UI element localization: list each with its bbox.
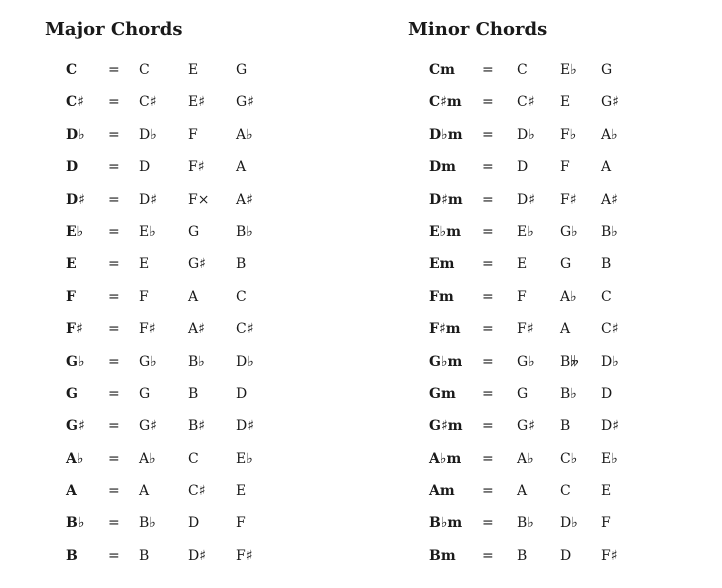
chord-note-root: D [517, 159, 529, 176]
chord-note-fifth: B♭ [601, 223, 618, 240]
chord-name: Em [429, 256, 455, 273]
chord-name: C [66, 62, 78, 78]
chord-note-root: A♭ [517, 450, 534, 467]
chord-note-fifth: G♯ [601, 94, 619, 111]
equals-sign: = [482, 159, 494, 176]
chord-note-root: B♭ [139, 515, 156, 532]
chord-note-fifth: D♭ [236, 353, 254, 370]
chord-row [0, 540, 340, 572]
equals-sign: = [108, 515, 120, 532]
equals-sign: = [482, 288, 494, 305]
chord-note-third: C [560, 483, 571, 500]
chord-note-fifth: A♯ [236, 191, 253, 208]
equals-sign: = [482, 515, 494, 532]
chord-note-fifth: A [236, 159, 247, 176]
chord-note-fifth: F [236, 515, 246, 532]
major-chords-heading: Major Chords [45, 19, 183, 40]
equals-sign: = [482, 418, 494, 435]
chord-name: D♭ [66, 126, 85, 143]
equals-sign: = [108, 288, 120, 305]
equals-sign: = [482, 256, 494, 273]
chord-row [0, 216, 340, 248]
chord-note-third: D♯ [188, 547, 206, 564]
chord-note-third: F [188, 126, 198, 143]
chord-row [0, 281, 340, 313]
chord-name: B [66, 547, 78, 564]
chord-row [364, 443, 704, 475]
chord-row [364, 346, 704, 378]
chord-note-root: F [517, 288, 527, 305]
chord-note-fifth: D♭ [601, 353, 619, 370]
chord-note-third: E [560, 94, 571, 111]
chord-note-third: G [188, 223, 200, 240]
chord-note-third: G♭ [560, 223, 578, 240]
chord-note-root: F♯ [517, 321, 534, 338]
chord-row [364, 151, 704, 183]
chord-row [0, 54, 340, 86]
chord-note-root: B♭ [517, 515, 534, 532]
chord-note-third: F♭ [560, 126, 577, 143]
equals-sign: = [108, 483, 120, 500]
chord-row [364, 475, 704, 507]
chord-note-third: A [188, 288, 199, 305]
chord-note-fifth: B♭ [236, 223, 253, 240]
chord-note-fifth: C [601, 288, 612, 305]
chord-note-root: E♭ [139, 223, 156, 240]
chord-note-fifth: A [601, 159, 612, 176]
chord-note-third: E [188, 62, 199, 78]
chord-note-third: F♯ [188, 159, 205, 176]
chord-note-root: B [517, 547, 528, 564]
equals-sign: = [482, 191, 494, 208]
chord-row [364, 54, 704, 86]
equals-sign: = [482, 321, 494, 338]
equals-sign: = [482, 223, 494, 240]
chord-note-third: C [188, 450, 199, 467]
chord-note-root: C [139, 62, 150, 78]
equals-sign: = [108, 159, 120, 176]
chord-name: C♯m [429, 94, 462, 111]
chord-note-third: A♯ [188, 321, 205, 338]
chord-note-third: A♭ [560, 288, 577, 305]
chord-note-fifth: E♭ [236, 450, 253, 467]
chord-name: D♯ [66, 191, 85, 208]
chord-note-fifth: A♭ [601, 126, 618, 143]
equals-sign: = [108, 191, 120, 208]
chord-row [364, 378, 704, 410]
chord-note-fifth: B [236, 256, 247, 273]
minor-chords-list [364, 54, 704, 572]
chord-note-third: B♭ [188, 353, 205, 370]
chord-row [0, 475, 340, 507]
chord-name: D♯m [429, 191, 463, 208]
equals-sign: = [108, 418, 120, 435]
chord-note-root: A [139, 483, 150, 500]
chord-note-third: A [560, 321, 571, 338]
chord-row [0, 410, 340, 442]
chord-note-fifth: E [601, 483, 612, 500]
equals-sign: = [108, 62, 120, 78]
major-chords-list [0, 54, 340, 572]
equals-sign: = [482, 385, 494, 402]
chord-name: C♯ [66, 94, 84, 111]
chord-row [364, 313, 704, 345]
chord-note-fifth: E♭ [601, 450, 618, 467]
equals-sign: = [482, 94, 494, 111]
equals-sign: = [482, 62, 494, 78]
chord-note-third: G [560, 256, 572, 273]
chord-note-third: C♯ [188, 483, 206, 500]
chord-note-fifth: F [601, 515, 611, 532]
chord-note-root: G [139, 385, 151, 402]
equals-sign: = [482, 450, 494, 467]
equals-sign: = [108, 223, 120, 240]
chord-row [0, 119, 340, 151]
chord-note-root: A♭ [139, 450, 156, 467]
chord-note-fifth: F♯ [601, 547, 618, 564]
chord-note-root: C♯ [517, 94, 535, 111]
chord-name: G♭ [66, 353, 85, 370]
equals-sign: = [108, 321, 120, 338]
chord-name: B♭m [429, 515, 463, 532]
chord-row [364, 540, 704, 572]
chord-name: Gm [429, 385, 456, 402]
chord-note-fifth: C♯ [601, 321, 619, 338]
chord-name: D♭m [429, 126, 463, 143]
chord-name: A♭ [66, 450, 84, 467]
equals-sign: = [482, 126, 494, 143]
chord-note-third: B♯ [188, 418, 206, 435]
chord-note-third: B𝄫 [560, 353, 579, 370]
equals-sign: = [108, 126, 120, 143]
chord-name: A♭m [429, 450, 462, 467]
chord-note-root: G♭ [517, 353, 535, 370]
chord-note-root: D♭ [517, 126, 535, 143]
chord-note-third: B [188, 385, 199, 402]
chord-row [364, 86, 704, 118]
chord-note-root: E [139, 256, 150, 273]
equals-sign: = [108, 385, 120, 402]
chord-note-third: F [560, 159, 570, 176]
equals-sign: = [482, 483, 494, 500]
equals-sign: = [108, 547, 120, 564]
chord-row [364, 281, 704, 313]
chord-note-third: E♭ [560, 62, 577, 78]
chord-note-fifth: A♯ [601, 191, 618, 208]
chord-note-fifth: C♯ [236, 321, 254, 338]
chord-note-third: G♯ [188, 256, 206, 273]
chord-note-third: C♭ [560, 450, 578, 467]
chord-note-fifth: G [236, 62, 248, 78]
chord-note-fifth: D♯ [236, 418, 254, 435]
chord-name: E [66, 256, 77, 273]
chord-note-third: D [560, 547, 572, 564]
minor-chords-heading: Minor Chords [408, 19, 548, 40]
chord-note-root: D♭ [139, 126, 157, 143]
chord-note-root: G [517, 385, 529, 402]
chord-note-root: D [139, 159, 151, 176]
chord-note-fifth: C [236, 288, 247, 305]
chord-note-root: E♭ [517, 223, 534, 240]
chord-note-fifth: D [236, 385, 248, 402]
chord-row [364, 119, 704, 151]
chord-note-root: G♯ [139, 418, 157, 435]
chord-name: F♯m [429, 321, 461, 338]
chord-note-third: B♭ [560, 385, 577, 402]
chord-row [0, 151, 340, 183]
chord-name: G♭m [429, 353, 463, 370]
chord-note-fifth: D♯ [601, 418, 619, 435]
equals-sign: = [108, 94, 120, 111]
equals-sign: = [482, 547, 494, 564]
equals-sign: = [108, 256, 120, 273]
chord-row [0, 378, 340, 410]
equals-sign: = [108, 353, 120, 370]
chord-row [364, 184, 704, 216]
chord-note-root: E [517, 256, 528, 273]
chord-name: F♯ [66, 321, 83, 338]
chord-note-fifth: E [236, 483, 247, 500]
chord-note-fifth: B [601, 256, 612, 273]
chord-note-fifth: G♯ [236, 94, 254, 111]
equals-sign: = [482, 353, 494, 370]
chord-note-root: F [139, 288, 149, 305]
chord-name: E♭ [66, 223, 84, 240]
chord-row [0, 248, 340, 280]
chord-note-third: B [560, 418, 571, 435]
chord-name: Cm [429, 62, 455, 78]
chord-name: G [66, 385, 78, 402]
chord-row [0, 346, 340, 378]
chord-row [364, 507, 704, 539]
chord-name: Fm [429, 288, 454, 305]
chord-note-third: E♯ [188, 94, 205, 111]
chord-note-third: D [188, 515, 200, 532]
chord-note-root: G♯ [517, 418, 535, 435]
chord-row [364, 410, 704, 442]
chord-row [364, 216, 704, 248]
chord-row [0, 184, 340, 216]
equals-sign: = [108, 450, 120, 467]
chord-note-fifth: D [601, 385, 613, 402]
chord-name: E♭m [429, 223, 462, 240]
chord-name: B♭ [66, 515, 85, 532]
chord-name: Am [429, 483, 455, 500]
chord-note-root: C♯ [139, 94, 157, 111]
chord-note-root: D♯ [517, 191, 535, 208]
chord-name: Bm [429, 547, 456, 564]
chord-note-root: F♯ [139, 321, 156, 338]
chord-name: F [66, 288, 76, 305]
chord-note-fifth: F♯ [236, 547, 253, 564]
chord-name: A [66, 483, 77, 500]
chord-row [364, 248, 704, 280]
chord-note-root: C [517, 62, 528, 78]
chord-note-root: A [517, 483, 528, 500]
chord-note-third: F♯ [560, 191, 577, 208]
chord-note-third: F× [188, 191, 210, 208]
chord-note-root: G♭ [139, 353, 157, 370]
chord-name: Dm [429, 159, 456, 176]
chord-note-fifth: G [601, 62, 613, 78]
chord-row [0, 86, 340, 118]
chord-note-root: D♯ [139, 191, 157, 208]
chord-name: G♯ [66, 418, 85, 435]
chord-row [0, 507, 340, 539]
chord-row [0, 443, 340, 475]
chord-row [0, 313, 340, 345]
chord-note-root: B [139, 547, 150, 564]
chord-note-fifth: A♭ [236, 126, 253, 143]
chord-name: D [66, 159, 79, 176]
chord-name: G♯m [429, 418, 463, 435]
chord-note-third: D♭ [560, 515, 578, 532]
